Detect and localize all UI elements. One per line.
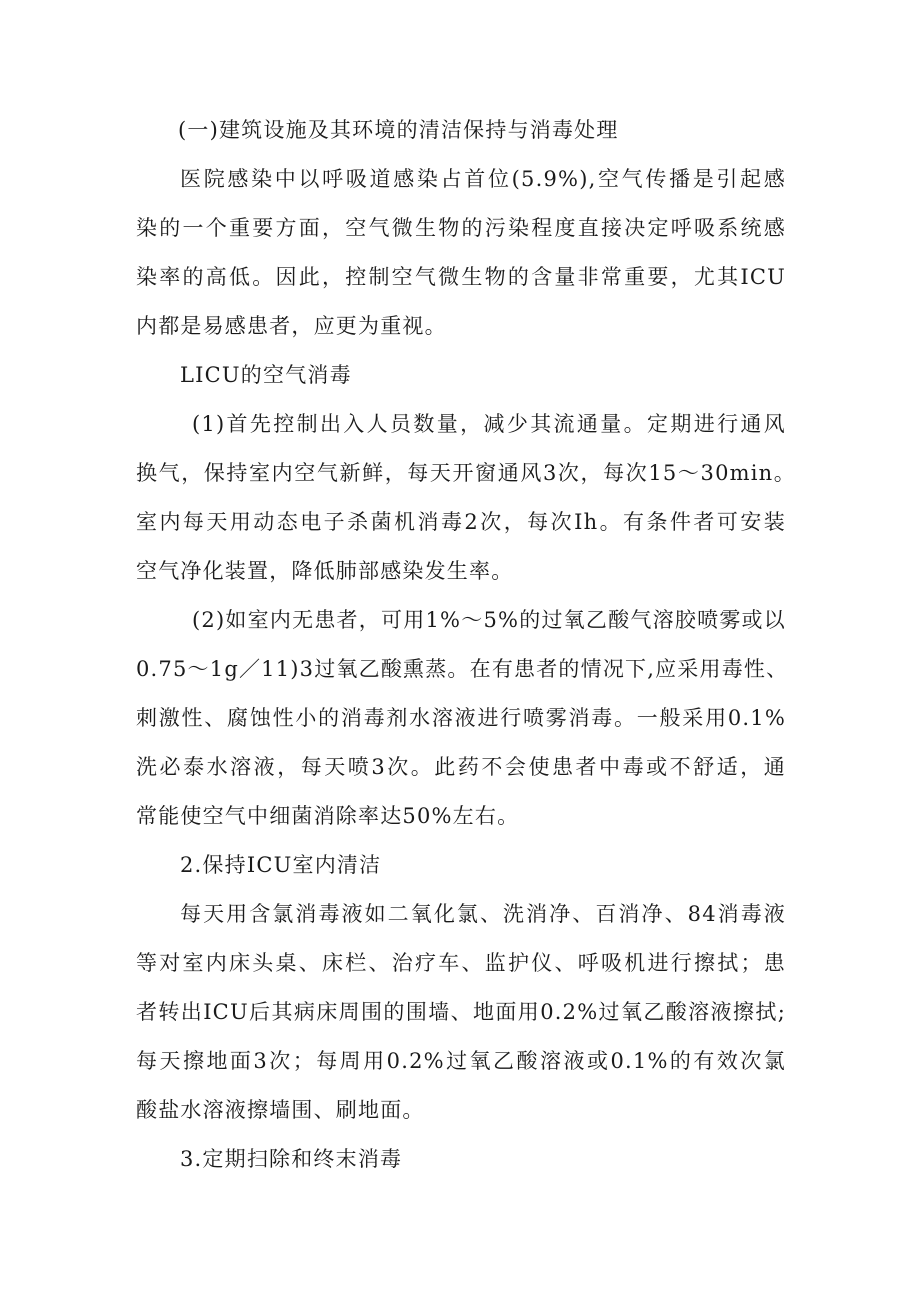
- paragraph-line: 每天擦地面3次；每周用0.2%过氧乙酸溶液或0.1%的有效次氯: [136, 1049, 786, 1073]
- paragraph-line: 常能使空气中细菌消除率达50%左右。: [136, 804, 520, 828]
- paragraph-line: 染的一个重要方面，空气微生物的污染程度直接决定呼吸系统感: [136, 216, 786, 240]
- paragraph-line: 每天用含氯消毒液如二氧化氯、洗消净、百消净、84消毒液: [180, 902, 786, 926]
- paragraph-line: 内都是易感患者，应更为重视。: [136, 314, 447, 338]
- paragraph-line: 染率的高低。因此，控制空气微生物的含量非常重要，尤其ICU: [136, 265, 786, 289]
- paragraph-line: 空气净化装置，降低肺部感染发生率。: [136, 559, 514, 583]
- paragraph-line: 室内每天用动态电子杀菌机消毒2次，每次Ih。有条件者可安装: [136, 510, 786, 534]
- paragraph-line: (2)如室内无患者，可用1%～5%的过氧乙酸气溶胶喷雾或以: [192, 608, 786, 632]
- section-heading-3: 3.定期扫除和终末消毒: [180, 1147, 403, 1171]
- section-heading: (一)建筑设施及其环境的清洁保持与消毒处理: [178, 118, 619, 142]
- section-heading-2: 2.保持ICU室内清洁: [180, 853, 382, 877]
- paragraph-line: 医院感染中以呼吸道感染占首位(5.9%),空气传播是引起感: [180, 167, 786, 191]
- subsection-heading: LICU的空气消毒: [180, 363, 352, 387]
- paragraph-line: 换气，保持室内空气新鲜，每天开窗通风3次，每次15～30min。: [136, 461, 796, 485]
- paragraph-line: 酸盐水溶液擦墙围、刷地面。: [136, 1098, 425, 1122]
- paragraph-line: 0.75～1g／11)3过氧乙酸熏蒸。在有患者的情况下,应采用毒性、: [136, 657, 789, 681]
- paragraph-line: 者转出ICU后其病床周围的围墙、地面用0.2%过氧乙酸溶液擦拭;: [136, 1000, 786, 1024]
- paragraph-line: 等对室内床头桌、床栏、治疗车、监护仪、呼吸机进行擦拭；患: [136, 951, 786, 975]
- paragraph-line: 洗必泰水溶液，每天喷3次。此药不会使患者中毒或不舒适，通: [136, 755, 786, 779]
- paragraph-line: 刺激性、腐蚀性小的消毒剂水溶液进行喷雾消毒。一般采用0.1%: [136, 706, 786, 730]
- paragraph-line: (1)首先控制出入人员数量，减少其流通量。定期进行通风: [192, 412, 786, 436]
